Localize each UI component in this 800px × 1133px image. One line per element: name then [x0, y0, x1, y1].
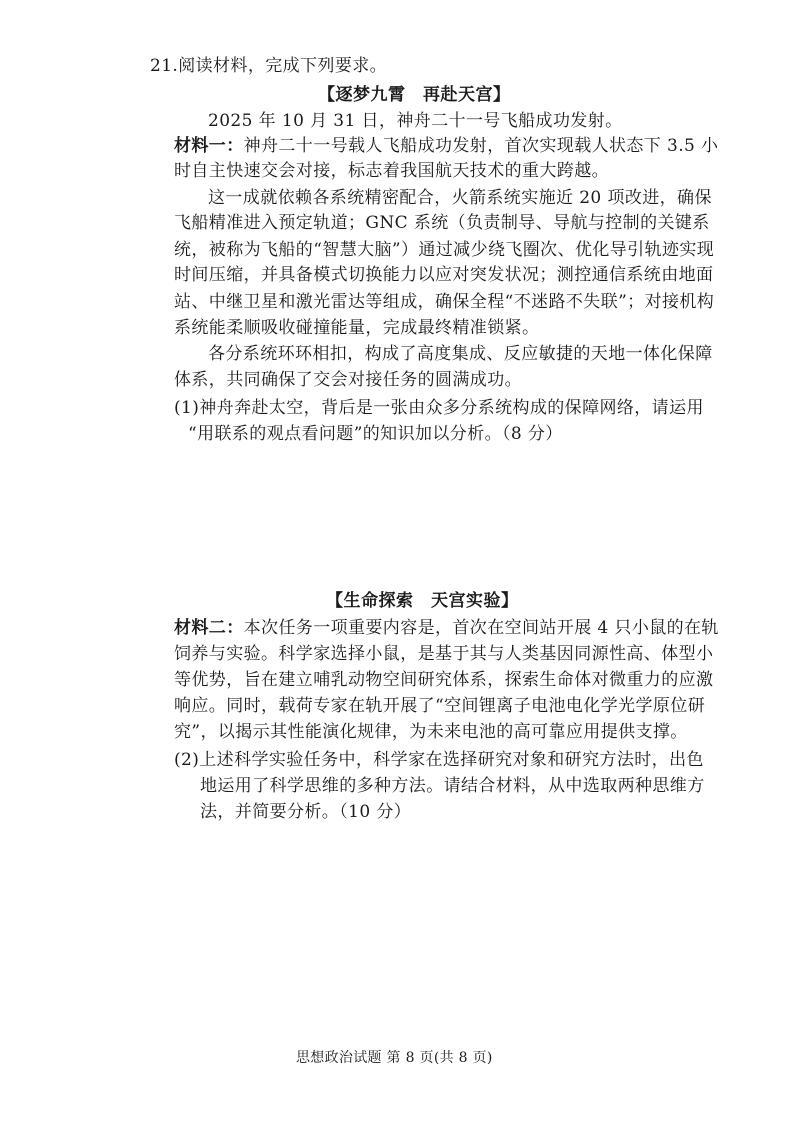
page-footer: 思想政治试题 第 8 页(共 8 页): [296, 1050, 493, 1066]
question-intro: 21.阅读材料，完成下列要求。: [150, 56, 388, 76]
section1-material-line-5: 统，被称为飞船的“智慧大脑”）通过减少绕飞圈次、优化导引轨迹实现: [174, 240, 715, 260]
section2-heading: 【生命探索 天宫实验】: [326, 591, 519, 611]
section1-material-line-8: 系统能柔顺吸收碰撞能量，完成最终精准锁紧。: [174, 318, 540, 338]
section2-material-line-5: 究”，以揭示其性能演化规律，为未来电池的高可靠应用提供支撑。: [174, 722, 688, 742]
section1-material-line-4: 飞船精准进入预定轨道；GNC 系统（负责制导、导航与控制的关键系: [174, 213, 710, 233]
material1-label: 材料一：: [174, 136, 244, 156]
material2-label: 材料二：: [174, 618, 244, 638]
section1-task-line-2: “用联系的观点看问题”的知识加以分析。（8 分）: [188, 424, 563, 444]
section1-date-line: 2025 年 10 月 31 日，神舟二十一号飞船成功发射。: [208, 111, 623, 131]
section1-heading: 【逐梦九霄 再赴天宫】: [318, 85, 511, 105]
section2-task-line-3: 法，并简要分析。（10 分）: [200, 802, 412, 822]
section2-material-line-3: 等优势，旨在建立哺乳动物空间研究体系，探索生命体对微重力的应激: [174, 670, 714, 690]
section2-material-line-1: 材料二：本次任务一项重要内容是，首次在空间站开展 4 只小鼠的在轨: [174, 618, 719, 638]
section1-material-line-3: 这一成就依赖各系统精密配合，火箭系统实施近 20 项改进，确保: [208, 188, 712, 208]
section1-material-line-1: 材料一：神舟二十一号载人飞船成功发射，首次实现载人状态下 3.5 小: [174, 136, 719, 156]
section2-task-line-2: 地运用了科学思维的多种方法。请结合材料，从中选取两种思维方: [200, 776, 705, 796]
section2-material-line-4: 响应。同时，载荷专家在轨开展了“空间锂离子电池电化学光学原位研: [174, 696, 706, 716]
section2-task-line-1: (2)上述科学实验任务中，科学家在选择研究对象和研究方法时，出色: [174, 750, 704, 770]
section1-material-line-2: 时自主快速交会对接，标志着我国航天技术的重大跨越。: [174, 161, 609, 181]
section1-material-line-9: 各分系统环环相扣，构成了高度集成、反应敏捷的天地一体化保障: [208, 344, 713, 364]
section1-material-line-7: 站、中继卫星和激光雷达等组成，确保全程“不迷路不失联”；对接机构: [174, 292, 715, 312]
section1-material-line-6: 时间压缩，并具备模式切换能力以应对突发状况；测控通信系统由地面: [174, 265, 714, 285]
section1-task-line-1: (1)神舟奔赴太空，背后是一张由众多分系统构成的保障网络，请运用: [174, 398, 704, 418]
section2-material-line-2: 饲养与实验。科学家选择小鼠，是基于其与人类基因同源性高、体型小: [174, 644, 714, 664]
section1-material-line-10: 体系，共同确保了交会对接任务的圆满成功。: [174, 370, 522, 390]
